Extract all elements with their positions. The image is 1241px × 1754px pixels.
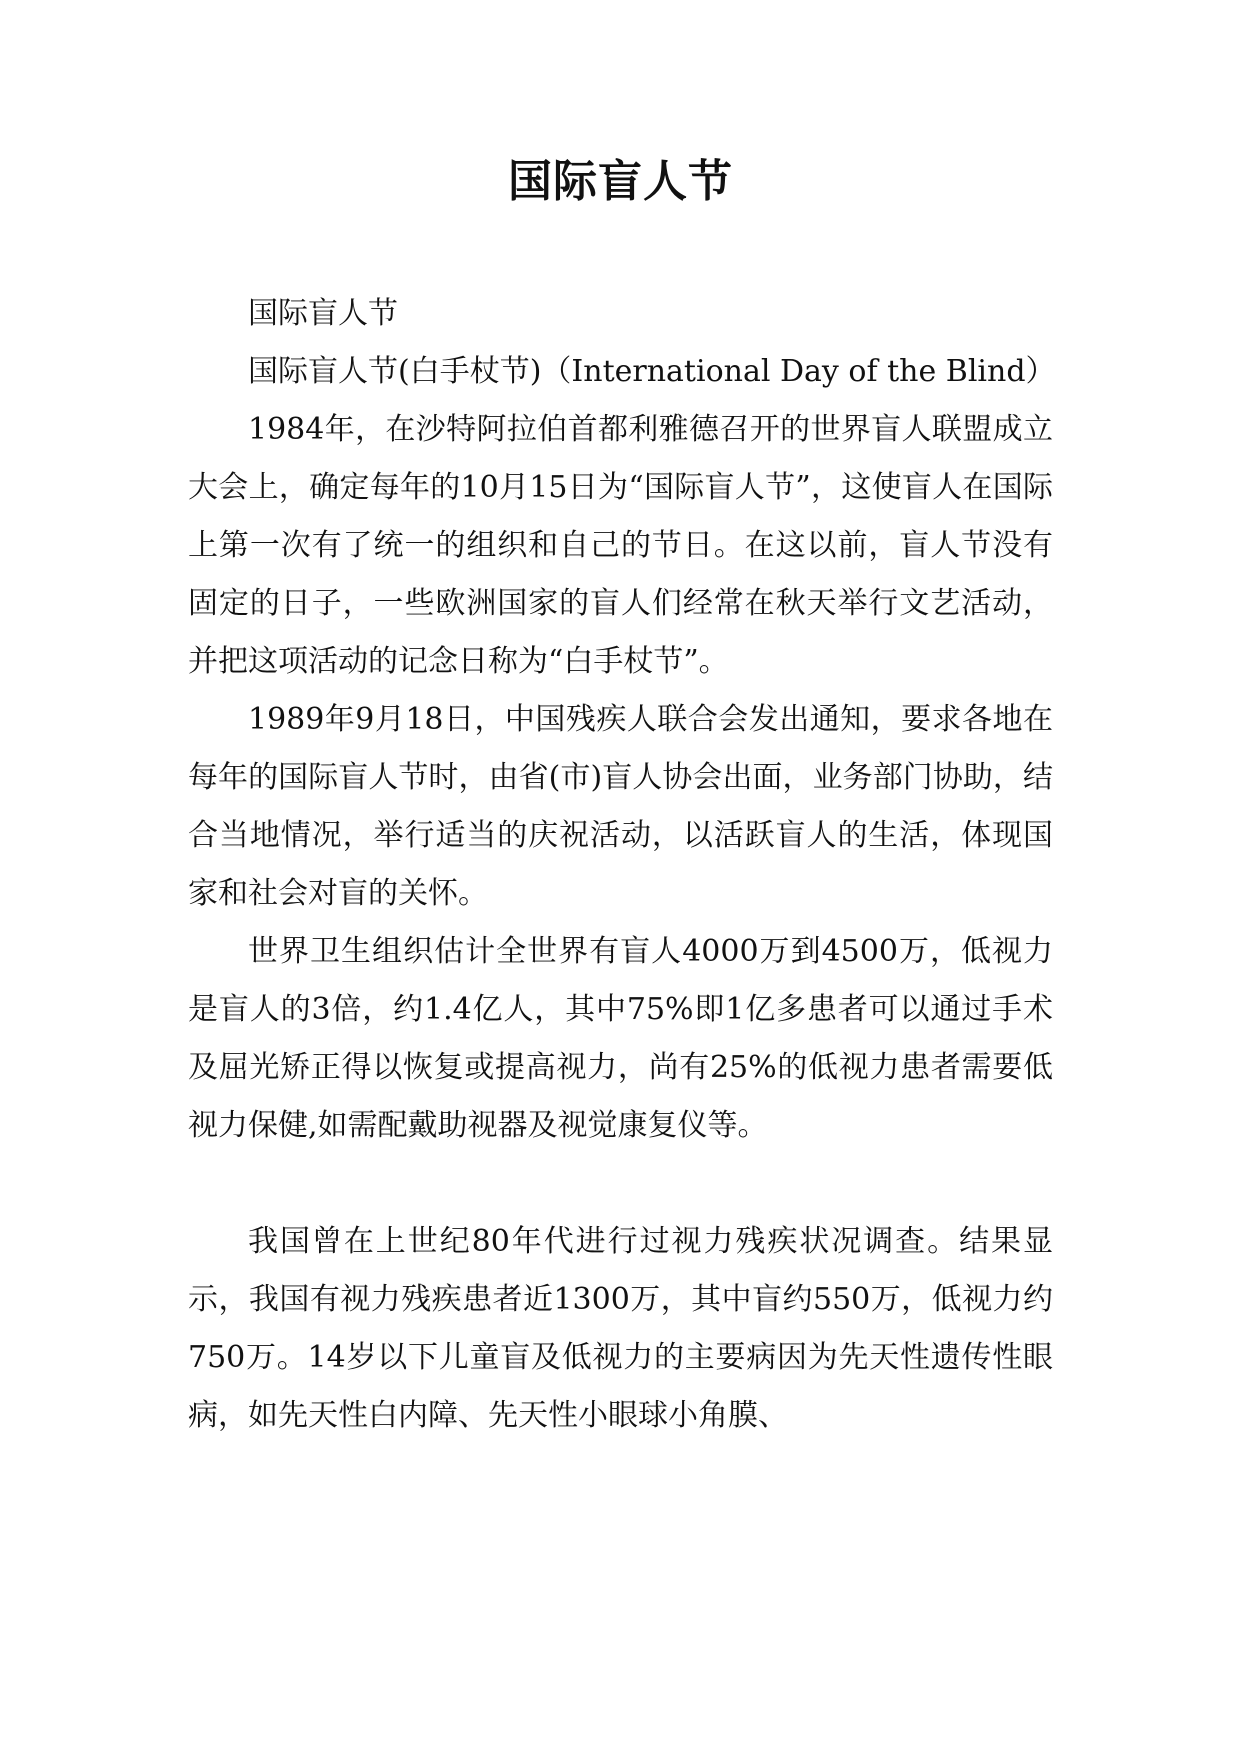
paragraph-china-survey: 我国曾在上世纪80年代进行过视力残疾状况调查。结果显示，我国有视力残疾患者近1300万，其中盲约550万，低视力约750万。14岁以下儿童盲及低视力的主要病因为先天性遗传性眼病，如先天性白内障、先天性小眼球小角膜、 — [188, 1224, 1053, 1433]
paragraph-who-estimate: 世界卫生组织估计全世界有盲人4000万到4500万，低视力是盲人的3倍，约1.4亿人，其中75%即1亿多患者可以通过手术及屈光矫正得以恢复或提高视力，尚有25%的低视力患者需要低视力保健,如需配戴助视器及视觉康复仪等。 — [188, 934, 1053, 1143]
paragraph-history: 1984年，在沙特阿拉伯首都利雅德召开的世界盲人联盟成立大会上，确定每年的10月15日为“国际盲人节”，这使盲人在国际上第一次有了统一的组织和自己的节日。在这以前，盲人节没有固定的日子，一些欧洲国家的盲人们经常在秋天举行文艺活动，并把这项活动的记念日称为“白手杖节”。 — [188, 412, 1053, 679]
paragraph-heading: 国际盲人节 — [248, 296, 398, 331]
document-body — [188, 285, 1056, 1445]
document-title: 国际盲人节 — [508, 156, 733, 207]
paragraph-subtitle: 国际盲人节(白手杖节)（International Day of the Blind） — [248, 354, 1056, 389]
paragraph-china-notice: 1989年9月18日，中国残疾人联合会发出通知，要求各地在每年的国际盲人节时，由省(市)盲人协会出面，业务部门协助，结合当地情况，举行适当的庆祝活动，以活跃盲人的生活，体现国家和社会对盲的关怀。 — [188, 702, 1053, 911]
